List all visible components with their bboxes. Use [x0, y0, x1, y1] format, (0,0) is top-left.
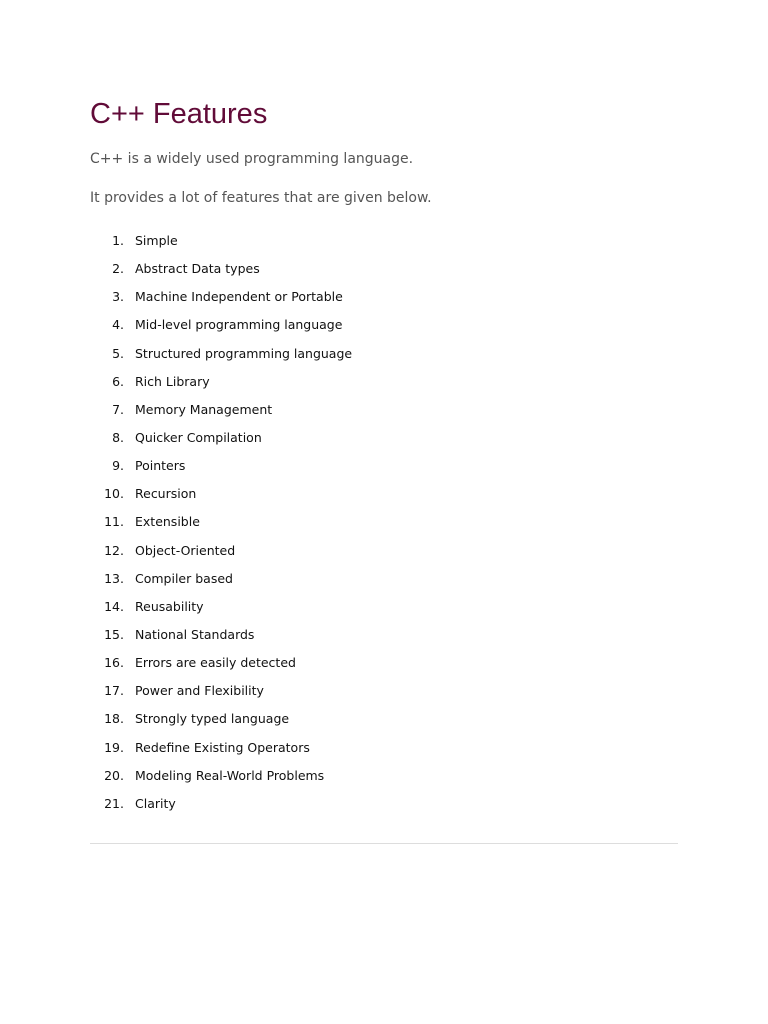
item-number: 1. [112, 233, 124, 248]
item-number: 19. [104, 739, 124, 755]
item-number: 8. [112, 429, 124, 445]
item-label: Rich Library [135, 373, 210, 389]
item-label: Extensible [135, 514, 200, 530]
item-number: 14. [104, 598, 124, 614]
item-label: Recursion [135, 486, 197, 502]
lead-text: It provides a lot of features that are given below. [90, 190, 432, 206]
item-number: 21. [104, 795, 124, 811]
item-label: Power and Flexibility [135, 683, 264, 699]
item-number: 13. [104, 570, 124, 586]
item-number: 6. [112, 373, 124, 389]
item-label: Quicker Compilation [135, 429, 262, 445]
item-number: 10. [104, 486, 124, 502]
item-number: 16. [104, 655, 124, 671]
item-number: 11. [104, 514, 124, 530]
item-number: 20. [104, 767, 124, 783]
item-label: Machine Independent or Portable [135, 289, 343, 305]
item-number: 2. [112, 261, 124, 277]
item-number: 5. [112, 345, 124, 361]
item-label: Abstract Data types [135, 261, 260, 277]
item-number: 12. [104, 542, 124, 558]
item-number: 7. [112, 401, 124, 417]
item-number: 15. [104, 626, 124, 642]
item-label: Strongly typed language [135, 711, 290, 727]
intro-text: C++ is a widely used programming language. [90, 151, 414, 167]
item-label: National Standards [135, 626, 255, 642]
item-label: Modeling Real-World Problems [135, 767, 325, 783]
item-label: Reusability [135, 598, 204, 614]
item-number: 18. [104, 711, 124, 727]
item-label: Redefine Existing Operators [135, 739, 310, 755]
item-label: Clarity [135, 795, 176, 811]
item-number: 4. [112, 317, 124, 333]
item-label: Memory Management [135, 401, 273, 417]
item-number: 9. [112, 458, 124, 474]
item-label: Simple [135, 233, 178, 248]
item-label: Object-Oriented [135, 542, 236, 558]
item-number: 3. [112, 289, 124, 305]
item-label: Structured programming language [135, 345, 353, 361]
item-label: Compiler based [135, 570, 233, 586]
item-label: Pointers [135, 458, 186, 474]
page-title: C++ Features [90, 98, 268, 130]
item-number: 17. [104, 683, 124, 699]
divider [90, 843, 678, 844]
item-label: Errors are easily detected [135, 655, 296, 671]
item-label: Mid-level programming language [135, 317, 343, 333]
